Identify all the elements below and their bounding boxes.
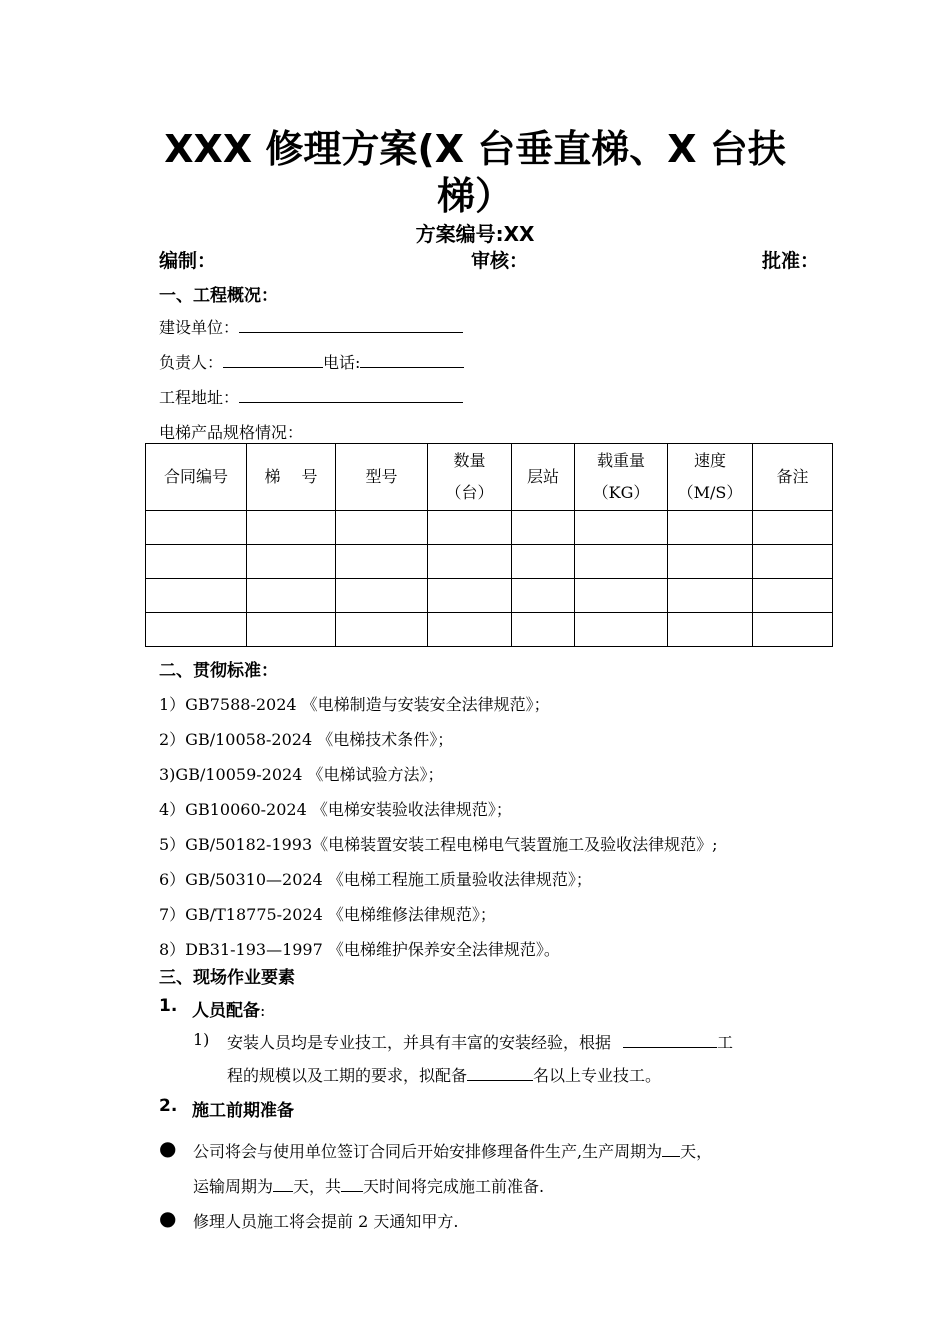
standard-item-5: 5）GB/50182-1993《电梯装置安装工程电梯电气装置施工及验收法律规范》; xyxy=(159,835,718,854)
section3-heading: 三、现场作业要素 xyxy=(159,968,295,988)
project-address-field[interactable] xyxy=(239,386,463,403)
table-cell[interactable] xyxy=(753,613,833,647)
header-floors: 层站 xyxy=(512,444,575,511)
standard-item-2: 2）GB/10058-2024 《电梯技术条件》； xyxy=(159,730,454,749)
total-label: 天，共 xyxy=(293,1177,342,1196)
table-cell[interactable] xyxy=(753,579,833,613)
document-title-line1: XXX 修理方案(X 台垂直梯、X 台扶 xyxy=(164,127,786,171)
table-cell[interactable] xyxy=(247,545,336,579)
staffing-line2-suffix: 名以上专业技工。 xyxy=(533,1066,662,1085)
table-cell[interactable] xyxy=(668,579,753,613)
subsection2-number: 2. xyxy=(159,1096,178,1116)
standard-item-3: 3)GB/10059-2024 《电梯试验方法》； xyxy=(159,765,444,784)
construction-unit-field[interactable] xyxy=(239,316,463,333)
project-address-row xyxy=(159,385,463,408)
table-cell[interactable] xyxy=(512,579,575,613)
table-cell[interactable] xyxy=(146,579,247,613)
production-days-field[interactable] xyxy=(662,1140,680,1157)
phone-field[interactable] xyxy=(360,351,464,368)
compiled-by-label: 编制： xyxy=(159,250,217,272)
table-cell[interactable] xyxy=(247,511,336,545)
transport-days-field[interactable] xyxy=(273,1175,293,1192)
standard-item-4: 4）GB10060-2024 《电梯安装验收法律规范》； xyxy=(159,800,512,819)
table-cell[interactable] xyxy=(668,613,753,647)
table-cell[interactable] xyxy=(575,511,668,545)
document-title-line2: 梯） xyxy=(436,174,513,218)
table-cell[interactable] xyxy=(428,545,512,579)
reviewed-by-label: 审核： xyxy=(471,250,529,272)
table-cell[interactable] xyxy=(575,579,668,613)
table-cell[interactable] xyxy=(428,511,512,545)
table-cell[interactable] xyxy=(512,613,575,647)
table-cell[interactable] xyxy=(336,545,428,579)
project-name-field[interactable] xyxy=(623,1031,717,1048)
phone-label: 电话: xyxy=(323,353,361,372)
table-header-row xyxy=(146,444,833,511)
table-cell[interactable] xyxy=(336,613,428,647)
bullet-icon: ● xyxy=(159,1206,177,1230)
prep-bullet1-line2 xyxy=(193,1174,544,1197)
staffing-line1-text: 安装人员均是专业技工，并具有丰富的安装经验，根据 xyxy=(227,1033,612,1052)
table-cell[interactable] xyxy=(146,613,247,647)
standard-item-6: 6）GB/50310—2024 《电梯工程施工质量验收法律规范》； xyxy=(159,870,592,889)
header-remark: 备注 xyxy=(753,444,833,511)
spec-label: 电梯产品规格情况： xyxy=(159,423,304,442)
table-cell[interactable] xyxy=(512,511,575,545)
elevator-spec-table xyxy=(145,443,833,647)
header-contract-no: 合同编号 xyxy=(146,444,247,511)
owner-phone-row xyxy=(159,350,464,373)
header-speed: 速度 （M/S） xyxy=(668,444,753,511)
header-lift-no: 梯 号 xyxy=(247,444,336,511)
table-cell[interactable] xyxy=(575,613,668,647)
subsection1-title-row xyxy=(192,996,265,1021)
staffing-line1-suffix: 工 xyxy=(717,1033,734,1052)
prep-bullet1-line1-text: 公司将会与使用单位签订合同后开始安排修理备件生产,生产周期为 xyxy=(193,1142,663,1161)
prep-bullet2: 修理人员施工将会提前 2 天通知甲方. xyxy=(193,1212,459,1231)
subsection1-colon: : xyxy=(260,1001,266,1020)
header-load: 载重量 （KG） xyxy=(575,444,668,511)
plan-number: 方案编号:XX xyxy=(415,222,535,246)
construction-unit-label: 建设单位： xyxy=(159,318,240,337)
table-row xyxy=(146,579,833,613)
staffing-item-number: 1) xyxy=(193,1030,210,1049)
prep-bullet1-line1 xyxy=(193,1139,712,1162)
table-cell[interactable] xyxy=(753,511,833,545)
table-cell[interactable] xyxy=(336,579,428,613)
table-cell[interactable] xyxy=(428,613,512,647)
table-row xyxy=(146,511,833,545)
prep-bullet1-line2-suffix: 天时间将完成施工前准备. xyxy=(363,1177,545,1196)
section1-heading: 一、工程概况： xyxy=(159,286,278,306)
subsection2-title: 施工前期准备 xyxy=(192,1101,294,1121)
section2-heading: 二、贯彻标准： xyxy=(159,661,278,681)
staffing-line2-text: 程的规模以及工期的要求，拟配备 xyxy=(227,1066,468,1085)
staff-count-field[interactable] xyxy=(467,1064,533,1081)
transport-label: 运输周期为 xyxy=(193,1177,274,1196)
table-cell[interactable] xyxy=(668,545,753,579)
table-cell[interactable] xyxy=(247,613,336,647)
staffing-line1 xyxy=(227,1030,733,1053)
table-cell[interactable] xyxy=(428,579,512,613)
subsection1-number: 1. xyxy=(159,996,178,1016)
subsection1-title: 人员配备 xyxy=(192,1001,260,1021)
construction-unit-row xyxy=(159,315,463,338)
table-cell[interactable] xyxy=(575,545,668,579)
standard-item-7: 7）GB/T18775-2024 《电梯维修法律规范》； xyxy=(159,905,496,924)
table-cell[interactable] xyxy=(512,545,575,579)
owner-field[interactable] xyxy=(223,351,323,368)
header-model: 型号 xyxy=(336,444,428,511)
table-cell[interactable] xyxy=(247,579,336,613)
table-row xyxy=(146,613,833,647)
total-days-field[interactable] xyxy=(341,1175,363,1192)
table-cell[interactable] xyxy=(146,511,247,545)
staffing-line2 xyxy=(227,1063,661,1086)
owner-label: 负责人： xyxy=(159,353,224,372)
project-address-label: 工程地址： xyxy=(159,388,240,407)
table-cell[interactable] xyxy=(336,511,428,545)
prep-bullet1-line1-suffix: 天， xyxy=(680,1142,713,1161)
table-cell[interactable] xyxy=(668,511,753,545)
standard-item-1: 1）GB7588-2024 《电梯制造与安装安全法律规范》； xyxy=(159,695,550,714)
standard-item-8: 8）DB31-193—1997 《电梯维护保养安全法律规范》。 xyxy=(159,940,560,959)
table-cell[interactable] xyxy=(753,545,833,579)
bullet-icon: ● xyxy=(159,1136,177,1160)
header-quantity: 数量 （台） xyxy=(428,444,512,511)
approved-by-label: 批准： xyxy=(762,250,820,272)
table-cell[interactable] xyxy=(146,545,247,579)
table-row xyxy=(146,545,833,579)
